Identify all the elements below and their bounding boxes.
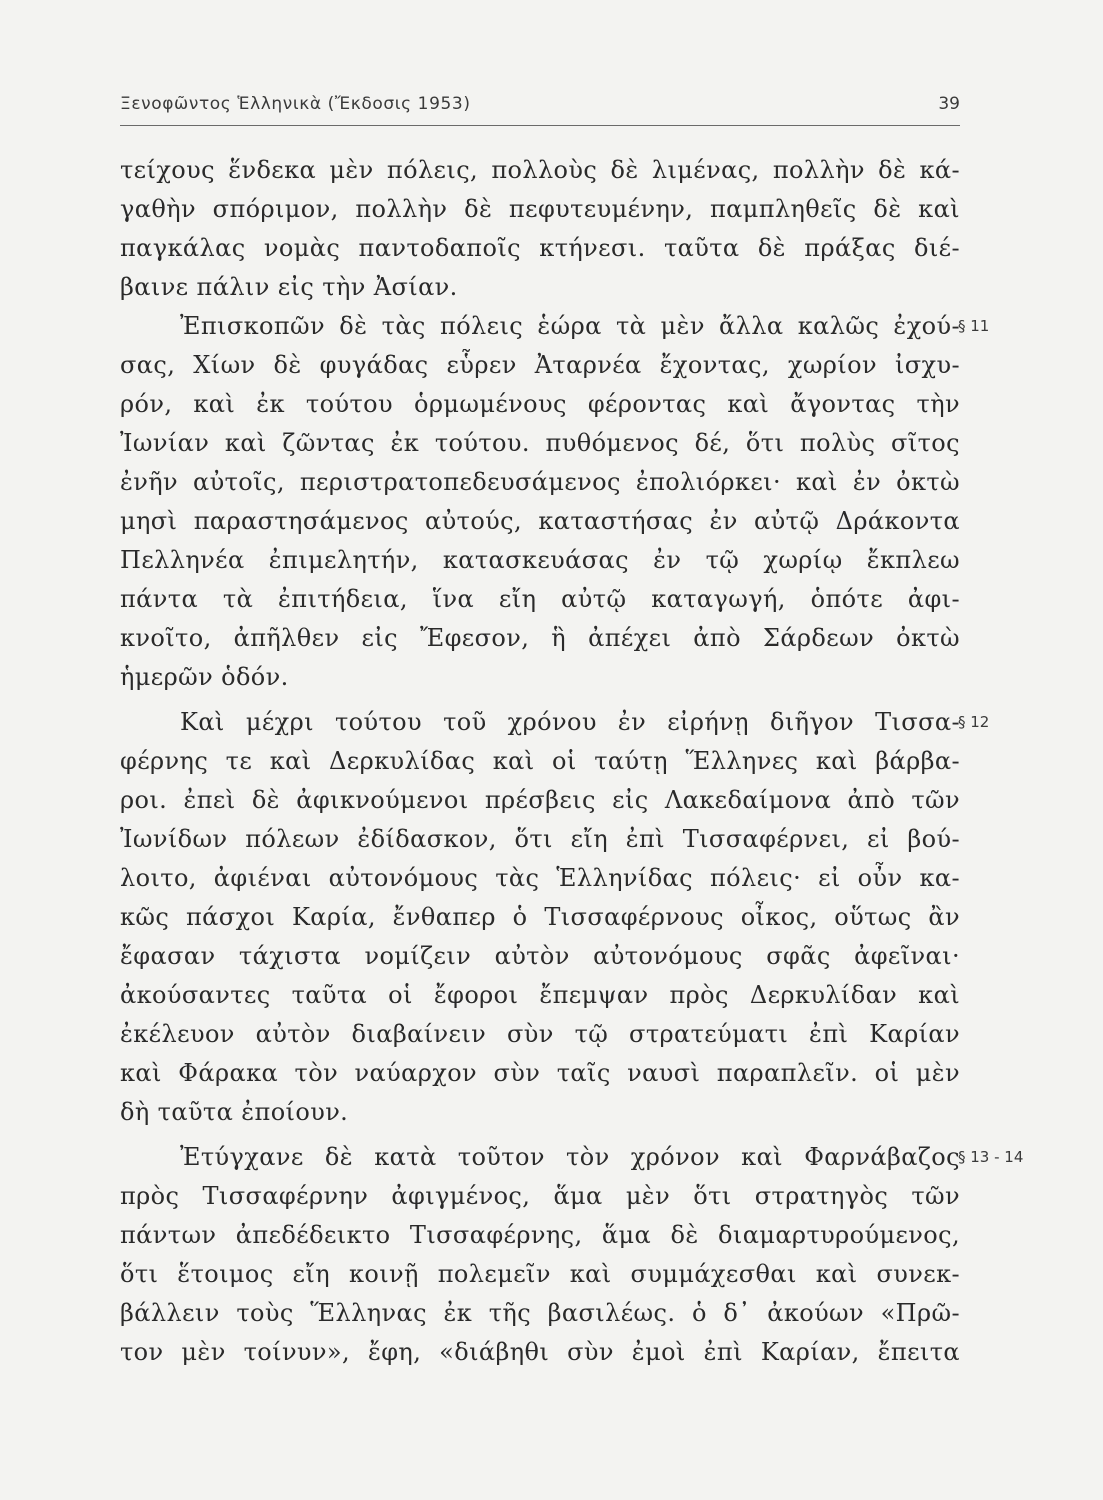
text-line: δὴ ταῦτα ἐποίουν.	[120, 1098, 349, 1126]
text-line: τείχους ἕνδεκα μὲν πόλεις, πολλοὺς δὲ λιμένας, πολλὴν δὲ κά-	[120, 156, 960, 184]
text-line: ροι. ἐπεὶ δὲ ἀφικνούμενοι πρέσβεις εἰς Λακεδαίμονα ἀπὸ τῶν	[120, 786, 960, 814]
text-line: Ἰωνίδων πόλεων ἐδίδασκον, ὅτι εἴη ἐπὶ Τισσαφέρνει, εἰ βού-	[120, 825, 960, 853]
text-line: πάντα τὰ ἐπιτήδεια, ἵνα εἴη αὐτῷ καταγωγή, ὁπότε ἀφι-	[120, 585, 960, 613]
text-line: φέρνης τε καὶ Δερκυλίδας καὶ οἱ ταύτῃ Ἕλληνες καὶ βάρβα-	[120, 747, 960, 775]
text-line: πρὸς Τισσαφέρνην ἀφιγμένος, ἅμα μὲν ὅτι στρατηγὸς τῶν	[120, 1182, 960, 1210]
text-line: ἀκούσαντες ταῦτα οἱ ἔφοροι ἔπεμψαν πρὸς Δερκυλίδαν καὶ	[120, 981, 960, 1009]
text-line: καὶ Φάρακα τὸν ναύαρχον σὺν ταῖς ναυσὶ παραπλεῖν. οἱ μὲν	[120, 1059, 960, 1087]
text-line: γαθὴν σπόριμον, πολλὴν δὲ πεφυτευμένην, παμπληθεῖς δὲ καὶ	[120, 195, 960, 223]
text-line: Καὶ μέχρι τούτου τοῦ χρόνου ἐν εἰρήνῃ διῆγον Τισσα-	[180, 708, 960, 736]
text-line: Ἐπισκοπῶν δὲ τὰς πόλεις ἑώρα τὰ μὲν ἄλλα καλῶς ἐχού-	[180, 312, 960, 340]
text-line: κνοῖτο, ἀπῆλθεν εἰς Ἔφεσον, ἣ ἀπέχει ἀπὸ Σάρδεων ὀκτὼ	[120, 624, 960, 652]
running-header	[120, 94, 960, 124]
running-title: Ξενοφῶντος Ἑλληνικὰ (Ἔκδοσις 1953)	[120, 94, 471, 114]
section-marker: § 12	[958, 713, 990, 731]
header-rule	[120, 125, 960, 126]
text-line: Ἐτύγχανε δὲ κατὰ τοῦτον τὸν χρόνον καὶ Φαρνάβαζος	[180, 1143, 960, 1171]
text-line: Πελληνέα ἐπιμελητήν, κατασκευάσας ἐν τῷ χωρίῳ ἔκπλεω	[120, 546, 960, 574]
text-line: βαινε πάλιν εἰς τὴν Ἀσίαν.	[120, 273, 458, 301]
text-line: κῶς πάσχοι Καρία, ἔνθαπερ ὁ Τισσαφέρνους οἶκος, οὕτως ἂν	[120, 903, 960, 931]
text-line: ἐνῆν αὐτοῖς, περιστρατοπεδευσάμενος ἐπολιόρκει· καὶ ἐν ὀκτὼ	[120, 468, 960, 496]
text-line: βάλλειν τοὺς Ἕλληνας ἐκ τῆς βασιλέως. ὁ δ᾽ ἀκούων «Πρῶ-	[120, 1299, 960, 1327]
section-marker: § 11	[958, 317, 990, 335]
page-number: 39	[938, 94, 960, 114]
text-line: ρόν, καὶ ἐκ τούτου ὁρμωμένους φέροντας καὶ ἄγοντας τὴν	[120, 390, 960, 418]
text-line: παγκάλας νομὰς παντοδαποῖς κτήνεσι. ταῦτα δὲ πράξας διέ-	[120, 234, 960, 262]
text-line: ὅτι ἕτοιμος εἴη κοινῇ πολεμεῖν καὶ συμμάχεσθαι καὶ συνεκ-	[120, 1260, 960, 1288]
section-marker: § 13 - 14	[958, 1148, 1024, 1166]
text-line: λοιτο, ἀφιέναι αὐτονόμους τὰς Ἑλληνίδας πόλεις· εἰ οὖν κα-	[120, 864, 960, 892]
text-line: ἔφασαν τάχιστα νομίζειν αὐτὸν αὐτονόμους σφᾶς ἀφεῖναι·	[120, 942, 960, 970]
text-line: τον μὲν τοίνυν», ἔφη, «διάβηθι σὺν ἐμοὶ ἐπὶ Καρίαν, ἔπειτα	[120, 1338, 960, 1366]
text-line: Ἰωνίαν καὶ ζῶντας ἐκ τούτου. πυθόμενος δέ, ὅτι πολὺς σῖτος	[120, 429, 960, 457]
text-line: πάντων ἀπεδέδεικτο Τισσαφέρνης, ἅμα δὲ διαμαρτυρούμενος,	[120, 1221, 960, 1249]
text-line: μησὶ παραστησάμενος αὐτούς, καταστήσας ἐν αὐτῷ Δράκοντα	[120, 507, 960, 535]
text-line: ἐκέλευον αὐτὸν διαβαίνειν σὺν τῷ στρατεύματι ἐπὶ Καρίαν	[120, 1020, 960, 1048]
text-line: σας, Χίων δὲ φυγάδας εὗρεν Ἀταρνέα ἔχοντας, χωρίον ἰσχυ-	[120, 351, 960, 379]
text-line: ἡμερῶν ὁδόν.	[120, 663, 289, 691]
